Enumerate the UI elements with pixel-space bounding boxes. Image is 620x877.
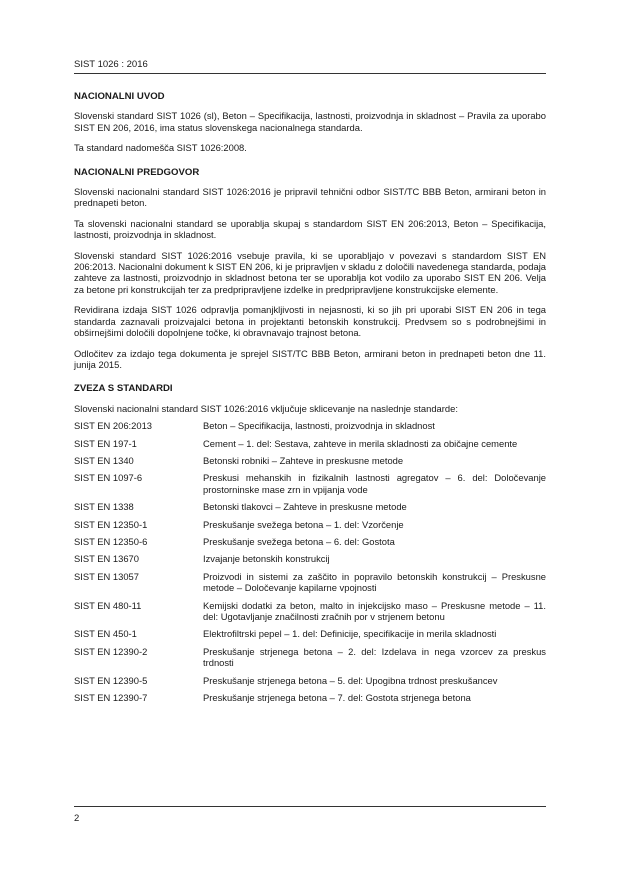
paragraph: Slovenski standard SIST 1026 (sl), Beton – Specifikacija, lastnosti, proizvodnja in skladnost – Pravila za uporabo SIST EN 206, 2016, ima status slovenskega nacionalnega standarda.: [74, 110, 546, 133]
reference-title: Izvajanje betonskih konstrukcij: [203, 553, 330, 565]
reference-title: Betonski tlakovci – Zahteve in preskusne metode: [203, 501, 407, 513]
reference-code: SIST EN 12350-1: [74, 518, 148, 530]
reference-title: Betonski robniki – Zahteve in preskusne metode: [203, 454, 404, 466]
paragraph: Revidirana izdaja SIST 1026 odpravlja pomanjkljivosti in nejasnosti, ki so jih pri uporabi SIST EN 206 in tega standarda zaznavali proizvajalci betona in projektanti betonskih konstrukcij. Predvsem so s podrobnejšimi in obširnejšimi določili dopolnjene točke, ki obravnavajo trajnost betona.: [74, 304, 546, 339]
reference-title: Preskušanje strjenega betona – 7. del: Gostota strjenega betona: [203, 692, 471, 704]
reference-code: SIST EN 1097-6: [74, 472, 143, 484]
paragraph: Odločitev za izdajo tega dokumenta je sprejel SIST/TC BBB Beton, armirani beton in prednapeti beton dne 11. junija 2015.: [74, 347, 546, 370]
page-number: 2: [74, 813, 80, 824]
reference-code: SIST EN 12350-6: [74, 535, 148, 547]
reference-row: [74, 675, 546, 686]
reference-row: [74, 600, 546, 623]
reference-row: [74, 692, 546, 703]
reference-title: Preskušanje svežega betona – 1. del: Vzorčenje: [203, 518, 404, 530]
reference-title: Cement – 1. del: Sestava, zahteve in merila skladnosti za običajne cemente: [203, 437, 518, 449]
section-references: [74, 383, 546, 703]
section-heading-national-introduction: NACIONALNI UVOD: [74, 91, 165, 102]
reference-code: SIST EN 13670: [74, 553, 139, 565]
reference-row: [74, 501, 546, 512]
reference-row: [74, 420, 546, 431]
reference-code: SIST EN 206:2013: [74, 420, 153, 432]
section-heading-national-foreword: NACIONALNI PREDGOVOR: [74, 166, 200, 178]
reference-title: Proizvodi in sistemi za zaščito in popravilo betonskih konstrukcij – Preskusne metode – Določevanje kapilarne vpojnosti: [203, 570, 546, 594]
reference-row: [74, 438, 546, 449]
reference-code: SIST EN 12390-7: [74, 692, 148, 704]
reference-title: Preskušanje strjenega betona – 2. del: Izdelava in nega vzorcev za preskus trdnosti: [203, 645, 546, 669]
reference-title: Beton – Specifikacija, lastnosti, proizvodnja in skladnost: [203, 420, 435, 432]
reference-code: SIST EN 1338: [74, 501, 134, 513]
reference-row: [74, 536, 546, 547]
reference-row: [74, 519, 546, 530]
reference-code: SIST EN 12390-5: [74, 674, 148, 686]
reference-row: [74, 472, 546, 495]
paragraph: Ta slovenski nacionalni standard se uporablja skupaj s standardom SIST EN 206:2013, Beton – Specifikacija, lastnosti, proizvodnja in skladnost.: [74, 217, 546, 241]
reference-title: Preskušanje svežega betona – 6. del: Gostota: [203, 535, 395, 547]
header-divider: [74, 73, 546, 74]
reference-title: Preskušanje strjenega betona – 5. del: Upogibna trdnost preskušancev: [203, 674, 498, 686]
paragraph: Ta standard nadomešča SIST 1026:2008.: [74, 142, 247, 154]
section-national-foreword: [74, 167, 546, 371]
footer-divider: [74, 806, 546, 807]
paragraph: Slovenski standard SIST 1026:2016 vsebuje pravila, ki se uporabljajo v povezavi s standardom SIST EN 206:2013. Nacionalni dokument k SIST EN 206, ki je pripravljen v skladu z določili navedenega standarda, podaja zahteve za lastnosti, proizvodnjo in skladnost betona ter se uporablja kot vodilo za uporabo SIST EN 206. Velja za betone pri konstrukcijah ter za predpripravljene izdelke in predpripravljene konstrukcijske elemente.: [74, 249, 546, 295]
reference-code: SIST EN 13057: [74, 570, 139, 582]
page-content: [74, 91, 546, 709]
reference-code: SIST EN 1340: [74, 454, 134, 466]
references-intro: Slovenski nacionalni standard SIST 1026:2016 vključuje sklicevanje na naslednje standarde:: [74, 402, 458, 414]
reference-title: Preskusi mehanskih in fizikalnih lastnosti agregatov – 6. del: Določevanje prostorninske mase zrn in vpijanja vode: [203, 472, 546, 495]
reference-code: SIST EN 197-1: [74, 437, 137, 449]
page-header-doc-id: SIST 1026 : 2016: [74, 59, 148, 70]
reference-row: [74, 553, 546, 564]
section-national-introduction: [74, 91, 546, 154]
reference-row: [74, 571, 546, 594]
reference-code: SIST EN 12390-2: [74, 645, 148, 657]
reference-row: [74, 646, 546, 669]
reference-row: [74, 628, 546, 639]
section-heading-references: ZVEZA S STANDARDI: [74, 383, 173, 395]
reference-title: Elektrofiltrski pepel – 1. del: Definicije, specifikacije in merila skladnosti: [203, 628, 497, 640]
reference-code: SIST EN 450-1: [74, 628, 137, 640]
paragraph: Slovenski nacionalni standard SIST 1026:2016 je pripravil tehnični odbor SIST/TC BBB Beton, armirani beton in prednapeti beton.: [74, 186, 546, 209]
reference-title: Kemijski dodatki za beton, malto in injekcijsko maso – Preskusne metode – 11. del: Ugotavljanje značilnosti zračnih por v strjenem betonu: [203, 599, 546, 622]
reference-row: [74, 455, 546, 466]
reference-list: [74, 420, 546, 703]
reference-code: SIST EN 480-11: [74, 599, 142, 611]
